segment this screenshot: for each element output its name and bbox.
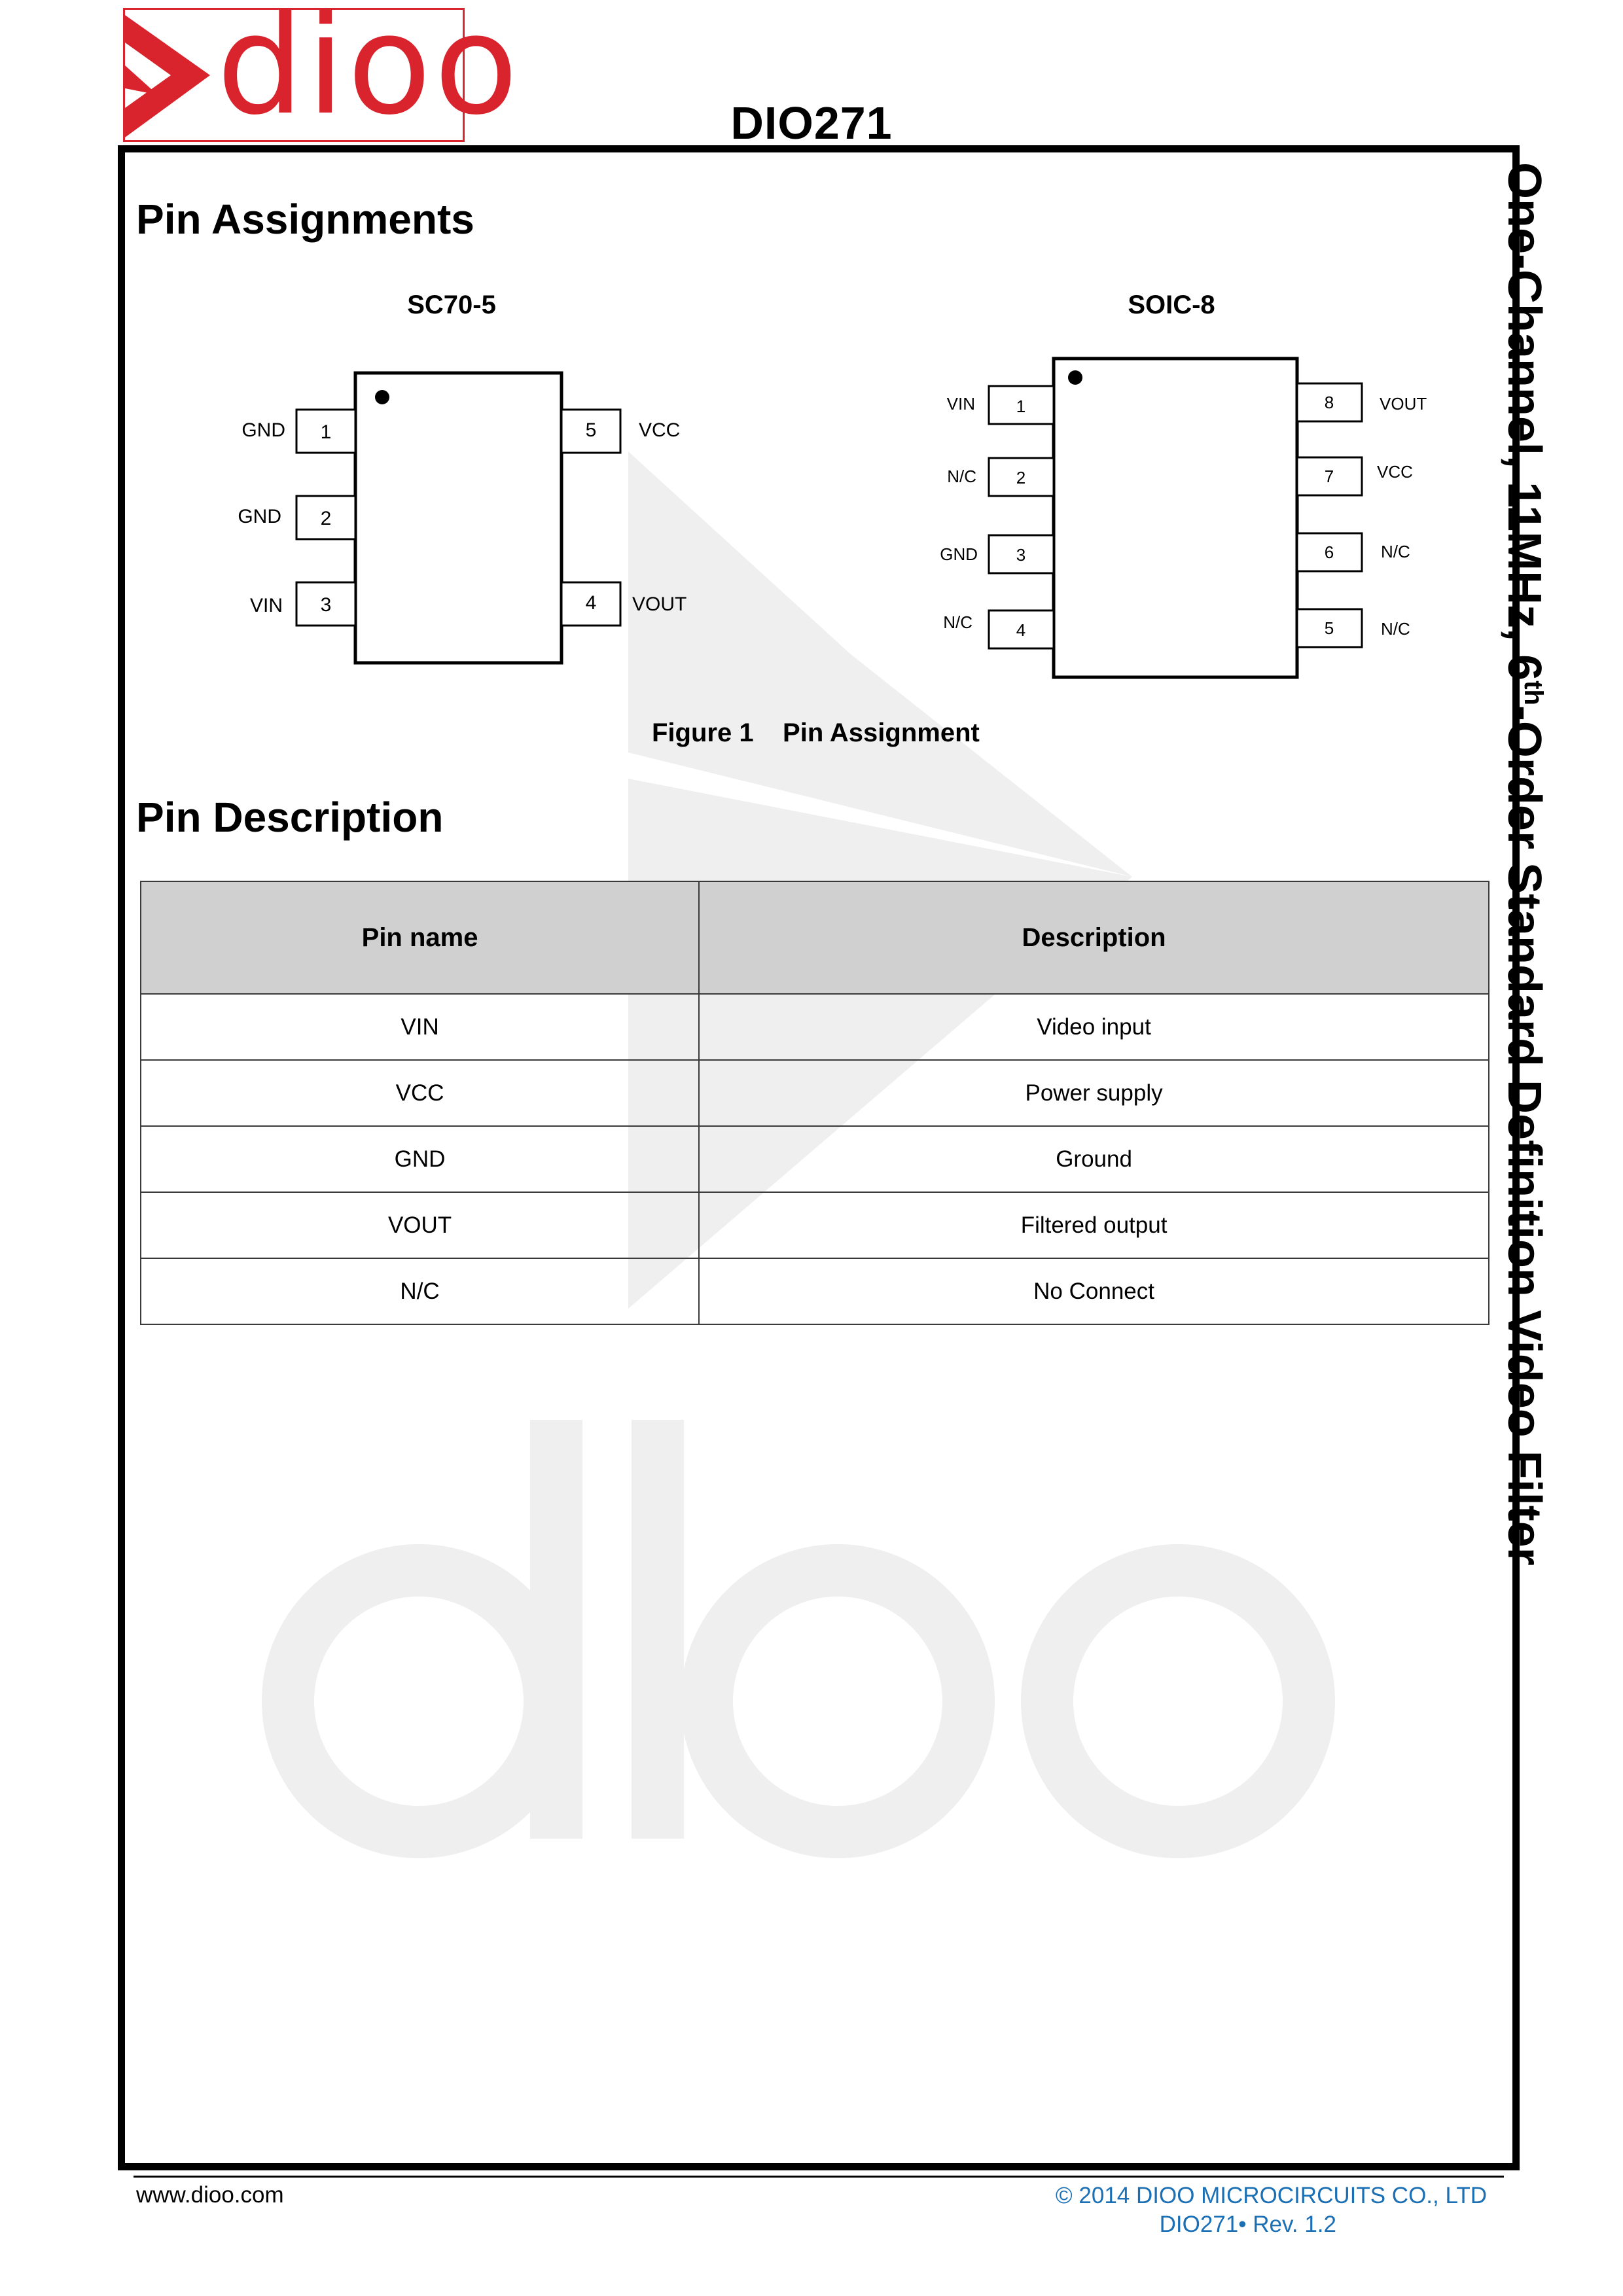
soic-8-diagram: [929, 347, 1479, 687]
sc70-pin-label-2: GND: [238, 506, 281, 527]
soic-pin-label-4: N/C: [943, 612, 972, 632]
sc70-pin-label-5: VCC: [639, 419, 681, 441]
table-row: [141, 1192, 1489, 1258]
soic-pin-num-8: 8: [1324, 393, 1334, 412]
pin-description-heading: Pin Description: [136, 794, 444, 841]
soic-body: [1054, 359, 1297, 677]
soic-pin-label-8: VOUT: [1380, 394, 1427, 414]
soic-pin-label-6: N/C: [1381, 542, 1410, 561]
description-cell: Filtered output: [699, 1192, 1489, 1258]
sc70-pin-label-1: GND: [241, 419, 285, 441]
sc70-pin-label-3: VIN: [249, 595, 283, 616]
sc70-5-diagram: [223, 353, 733, 680]
soic-pin-label-5: N/C: [1381, 619, 1410, 639]
footer-divider: [134, 2176, 1504, 2178]
soic-package-title: SOIC-8: [1128, 291, 1215, 319]
table-row: [141, 1258, 1489, 1324]
footer-website-link[interactable]: www.dioo.com: [136, 2182, 284, 2208]
description-cell: Ground: [699, 1126, 1489, 1192]
sc70-pin-label-4: VOUT: [632, 593, 687, 615]
soic-pin-label-3: GND: [940, 544, 978, 564]
soic-pin-label-2: N/C: [947, 467, 976, 486]
revision-text: DIO271• Rev. 1.2: [1159, 2212, 1336, 2237]
soic-pin-label-1: VIN: [946, 394, 975, 414]
soic-pin-num-6: 6: [1324, 542, 1334, 562]
pin-name-cell: GND: [141, 1126, 699, 1192]
sc70-pin-num-2: 2: [320, 508, 332, 529]
pin-name-cell: N/C: [141, 1258, 699, 1324]
side-title-main: One-Channel, 11MHz, 6: [1498, 162, 1550, 681]
table-row: [141, 1126, 1489, 1192]
soic-pin-num-2: 2: [1016, 468, 1026, 487]
description-cell: Video input: [699, 994, 1489, 1060]
description-cell: Power supply: [699, 1060, 1489, 1126]
table-header-row: [141, 881, 1489, 994]
pin-name-cell: VOUT: [141, 1192, 699, 1258]
soic-pin-num-5: 5: [1324, 618, 1334, 638]
pin1-dot: [375, 390, 389, 404]
sc70-package-title: SC70-5: [407, 291, 496, 319]
sc70-body: [355, 373, 562, 663]
pin-name-cell: VCC: [141, 1060, 699, 1126]
side-title: [1497, 162, 1551, 1566]
copyright-text: © 2014 DIOO MICROCIRCUITS CO., LTD: [1055, 2183, 1487, 2208]
pin-description-table: [140, 881, 1489, 1325]
soic-pin-num-3: 3: [1016, 545, 1026, 565]
sc70-pin-num-1: 1: [320, 421, 332, 443]
soic-pin-num-1: 1: [1016, 397, 1026, 416]
side-title-rest: -Order Standard Definition Video Filter: [1498, 705, 1550, 1566]
soic-pin-num-4: 4: [1016, 620, 1026, 640]
soic-pin-num-7: 7: [1324, 467, 1334, 486]
sc70-pin-num-3: 3: [320, 594, 332, 616]
soic-pin-label-7: VCC: [1377, 462, 1413, 482]
column-header-pin-name: Pin name: [141, 881, 699, 994]
pin-name-cell: VIN: [141, 994, 699, 1060]
part-number-title: DIO271: [730, 97, 893, 149]
table-row: [141, 1060, 1489, 1126]
figure-caption: Figure 1 Pin Assignment: [652, 718, 980, 747]
side-title-superscript: th: [1519, 680, 1548, 705]
column-header-description: Description: [699, 881, 1489, 994]
pin-assignments-heading: Pin Assignments: [136, 196, 474, 243]
logo-wordmark: dioo: [217, 0, 521, 145]
description-cell: No Connect: [699, 1258, 1489, 1324]
pin1-dot: [1068, 370, 1082, 385]
table-row: [141, 994, 1489, 1060]
footer-copyright: [982, 2181, 1487, 2239]
sc70-pin-num-4: 4: [585, 592, 597, 614]
sc70-pin-num-5: 5: [585, 419, 597, 441]
